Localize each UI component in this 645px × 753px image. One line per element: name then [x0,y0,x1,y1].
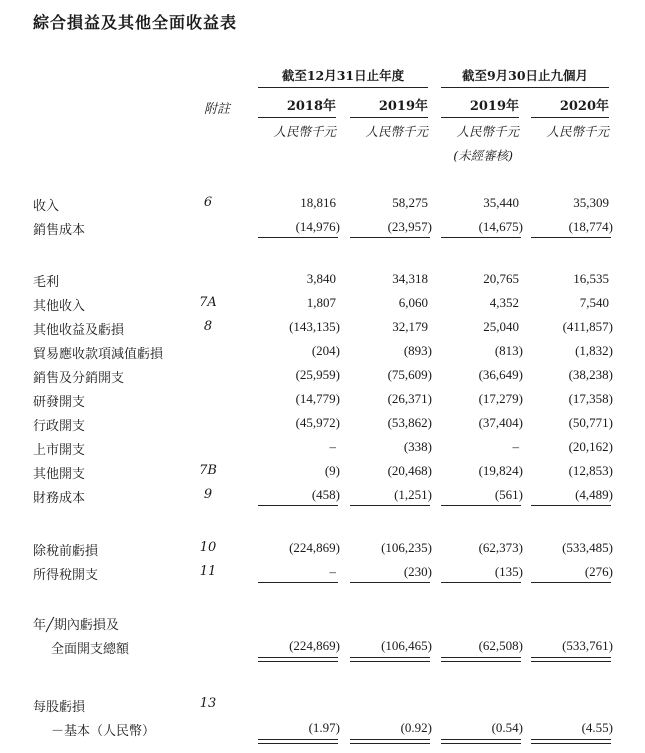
cell-value: 6,060 [398,295,428,310]
cell-value: (14,976) [295,219,340,234]
cell-value: (561) [494,487,523,502]
cell-value: (23,957) [387,219,432,234]
cell-value: (276) [584,564,613,579]
note-column-header: 附註 [204,102,231,117]
year-header-2019: 2019年 [350,95,428,118]
cell-value: (37,404) [478,415,523,430]
total-rule [531,237,611,238]
cell-value: (458) [311,487,340,502]
cell-value: (0.92) [400,720,432,735]
cell-value: (338) [403,439,432,454]
row-label: 除稅前虧損 [33,544,99,559]
row-note-ref: 11 [199,564,217,579]
cell-value: (9) [324,463,340,478]
header-group-year-ended: 截至12月31日止年度 [258,66,428,88]
row-note-ref: 9 [203,487,213,502]
row-label: 收入 [33,199,60,214]
row-note-ref: 10 [199,540,217,555]
cell-value: (143,135) [289,319,340,334]
cell-value: (230) [403,564,432,579]
row-label: 全面開支總額 [51,642,130,657]
row-label: 行政開支 [33,419,86,434]
cell-value: (36,649) [478,367,523,382]
cell-value: (75,609) [387,367,432,382]
cell-value: 20,765 [483,271,519,286]
double-total-rule [350,657,430,662]
total-rule [258,237,338,238]
page-title: 綜合損益及其他全面收益表 [33,13,238,32]
total-rule [350,505,430,506]
unit-label: 人民幣千元 [456,124,519,139]
cell-value: (14,779) [295,391,340,406]
cell-value: 34,318 [392,271,428,286]
cell-value: (411,857) [562,319,613,334]
row-label: 其他收益及虧損 [33,323,125,338]
double-total-rule [441,657,521,662]
cell-value: – [512,439,519,454]
row-note-ref: 7B [199,463,217,478]
total-rule [258,505,338,506]
cell-value: (45,972) [295,415,340,430]
unit-label: 人民幣千元 [546,124,609,139]
cell-value: (62,373) [478,540,523,555]
cell-value: (17,279) [478,391,523,406]
cell-value: (20,468) [387,463,432,478]
cell-value: (106,465) [381,638,432,653]
cell-value: (1,251) [394,487,432,502]
cell-value: (62,508) [478,638,523,653]
cell-value: (1,832) [575,343,613,358]
cell-value: 18,816 [300,195,336,210]
cell-value: (4,489) [575,487,613,502]
cell-value: (20,162) [568,439,613,454]
cell-value: (53,862) [387,415,432,430]
cell-value: – [329,439,336,454]
cell-value: 4,352 [489,295,519,310]
cell-value: (135) [494,564,523,579]
cell-value: (4.55) [581,720,613,735]
row-note-ref: 8 [203,319,213,334]
cell-value: (26,371) [387,391,432,406]
double-total-rule [441,739,521,744]
cell-value: (533,761) [562,638,613,653]
cell-value: 3,840 [306,271,336,286]
row-label: 研發開支 [33,395,86,410]
cell-value: 58,275 [392,195,428,210]
cell-value: (224,869) [289,540,340,555]
double-total-rule [258,657,338,662]
total-rule [441,237,521,238]
cell-value: (38,238) [568,367,613,382]
cell-value: (14,675) [478,219,523,234]
row-note-ref: 7A [199,295,217,310]
cell-value: (533,485) [562,540,613,555]
cell-value: (106,235) [381,540,432,555]
year-header-2019-ninemonth: 2019年 [441,95,519,118]
total-rule [441,582,521,583]
unit-label: 人民幣千元 [365,124,428,139]
year-header-2020: 2020年 [531,95,609,118]
row-label: 年╱期內虧損及 [33,618,119,633]
cell-value: 16,535 [573,271,609,286]
double-total-rule [531,739,611,744]
row-note-ref: 6 [203,195,213,210]
row-label: 貿易應收款項減值虧損 [33,347,164,362]
total-rule [441,505,521,506]
row-label: 毛利 [33,275,60,290]
row-note-ref: 13 [199,696,217,711]
cell-value: (12,853) [568,463,613,478]
cell-value: (19,824) [478,463,523,478]
cell-value: 35,440 [483,195,519,210]
cell-value: (18,774) [568,219,613,234]
row-label: 其他開支 [33,467,86,482]
cell-value: 35,309 [573,195,609,210]
total-rule [258,582,338,583]
cell-value: 25,040 [483,319,519,334]
row-label: 財務成本 [33,491,86,506]
cell-value: (204) [311,343,340,358]
cell-value: (25,959) [295,367,340,382]
cell-value: 1,807 [306,295,336,310]
unaudited-label: (未經審核) [453,148,513,163]
double-total-rule [350,739,430,744]
total-rule [350,237,430,238]
row-label: 每股虧損 [33,700,86,715]
total-rule [531,505,611,506]
cell-value: (0.54) [491,720,523,735]
total-rule [350,582,430,583]
cell-value: 32,179 [392,319,428,334]
row-label: 銷售及分銷開支 [33,371,125,386]
cell-value: (893) [403,343,432,358]
year-header-2018: 2018年 [258,95,336,118]
cell-value: (1.97) [308,720,340,735]
cell-value: (813) [494,343,523,358]
cell-value: (17,358) [568,391,613,406]
row-label: 其他收入 [33,299,86,314]
cell-value: 7,540 [579,295,609,310]
double-total-rule [258,739,338,744]
unit-label: 人民幣千元 [273,124,336,139]
total-rule [531,582,611,583]
cell-value: – [329,564,336,579]
header-group-nine-months: 截至9月30日止九個月 [441,66,609,88]
cell-value: (224,869) [289,638,340,653]
row-label: －基本（人民幣） [51,724,156,739]
double-total-rule [531,657,611,662]
cell-value: (50,771) [568,415,613,430]
row-label: 上市開支 [33,443,86,458]
row-label: 銷售成本 [33,223,86,238]
row-label: 所得稅開支 [33,568,99,583]
